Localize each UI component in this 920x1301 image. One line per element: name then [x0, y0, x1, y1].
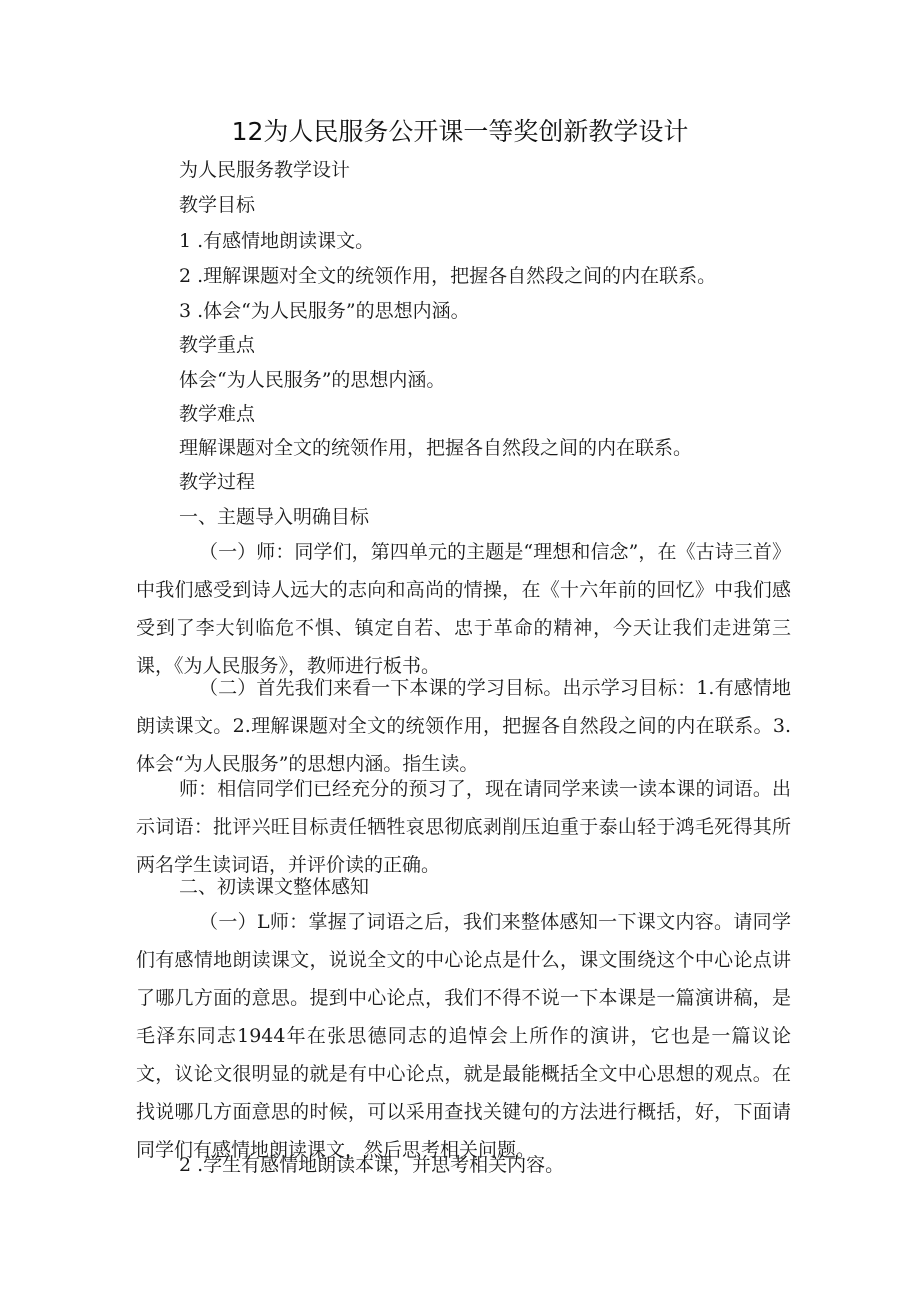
section-2-paragraph-1: （一）L师：掌握了词语之后，我们来整体感知一下课文内容。请同学们有感情地朗读课文，说说全文的中心论点是什么，课文围绕这个中心论点讲了哪几方面的意思。提到中心论点，我们不得不说一下本课是一篇演讲稿，是毛泽东同志1944年在张思德同志的追悼会上所作的演讲，它也是一篇议论文，议论文很明显的就是有中心论点，就是最能概括全文中心思想的观点。在找说哪几方面意思的时候，可以采用查找关键句的方法进行概括，好，下面请同学们有感情地朗读课文，然后思考相关问题。: [136, 911, 791, 1161]
section-1-paragraph-3: 师：相信同学们已经充分的预习了，现在请同学来读一读本课的词语。出示词语：批评兴旺目标责任牺牲哀思彻底剥削压迫重于泰山轻于鸿毛死得其所两名学生读词语，并评价读的正确。: [136, 778, 791, 876]
objective-item-3: 3 .体会“为人民服务”的思想内涵。: [179, 300, 470, 322]
document-title: 12为人民服务公开课一等奖创新教学设计: [231, 117, 689, 146]
key-point-text: 体会“为人民服务”的思想内涵。: [179, 369, 446, 391]
section-1-heading: 一、主题导入明确目标: [179, 506, 370, 528]
difficulty-text: 理解课题对全文的统领作用，把握各自然段之间的内在联系。: [179, 437, 693, 459]
objective-item-2: 2 .理解课题对全文的统领作用，把握各自然段之间的内在联系。: [179, 265, 717, 287]
difficulty-heading: 教学难点: [179, 403, 256, 425]
objective-item-1: 1 .有感情地朗读课文。: [179, 230, 375, 252]
section-1-paragraph-2: （二）首先我们来看一下本课的学习目标。出示学习目标：1.有感情地朗读课文。2.理解课题对全文的统领作用，把握各自然段之间的内在联系。3.体会“为人民服务”的思想内涵。指生读。: [136, 677, 791, 775]
key-point-heading: 教学重点: [179, 334, 256, 356]
section-1-paragraph-1: （一）师：同学们，第四单元的主题是“理想和信念”，在《古诗三首》中我们感受到诗人远大的志向和高尚的情操，在《十六年前的回忆》中我们感受到了李大钊临危不惧、镇定自若、忠于革命的精神，今天让我们走进第三课，《为人民服务》，教师进行板书。: [136, 541, 791, 677]
process-heading: 教学过程: [179, 471, 256, 493]
objectives-heading: 教学目标: [179, 194, 256, 216]
section-2-paragraph-2: 2 .学生有感情地朗读本课，并思考相关内容。: [179, 1154, 565, 1176]
subtitle: 为人民服务教学设计: [179, 159, 351, 181]
section-2-heading: 二、初读课文整体感知: [179, 876, 370, 898]
